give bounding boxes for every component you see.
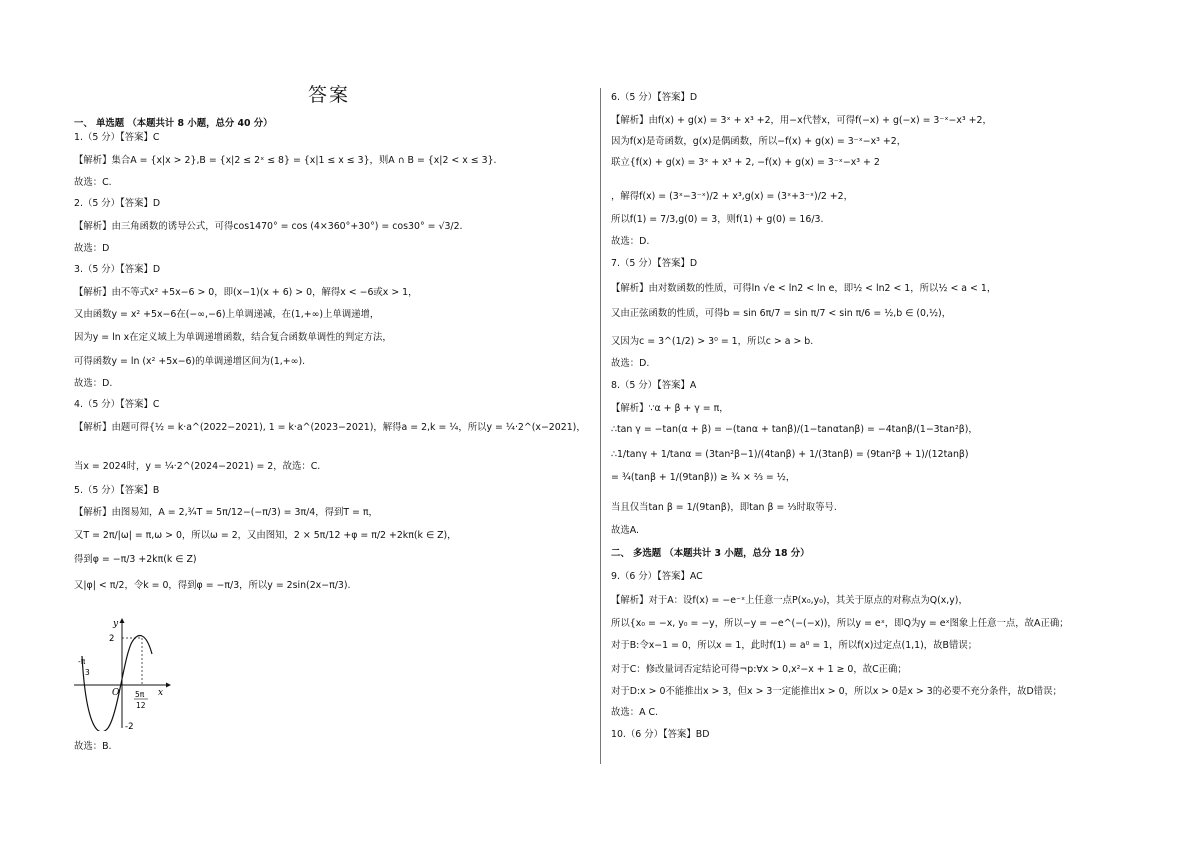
q3-explain-3: 因为y = ln x在定义域上为单调递增函数，结合复合函数单调性的判定方法， <box>74 332 392 343</box>
q8-explain-5: 当且仅当tan β = 1/(9tanβ)，即tan β = ⅓时取等号. <box>611 502 837 513</box>
q3-header: 3.（5 分）【答案】D <box>74 264 161 275</box>
neg-tick-denominator: 3 <box>85 668 90 677</box>
q3-explain-4: 可得函数y = ln (x² +5x−6)的单调递增区间为(1,+∞). <box>74 356 306 367</box>
q9-explain-2: 所以{x₀ = −x, y₀ = −y，所以−y = −e^(−(−x))，所以y = eˣ，即Q为y = eˣ图象上任意一点，故A正确； <box>611 618 1069 629</box>
q5-explain-4: 又|φ| < π/2，令k = 0，得到φ = −π/3，所以y = 2sin(2x−π/3). <box>74 580 351 591</box>
section-2-heading: 二、 多选题 （本题共计 3 小题，总分 18 分） <box>611 548 810 559</box>
origin-label: O <box>112 688 120 698</box>
q2-choice: 故选：D <box>74 243 110 254</box>
q6-explain-2: 因为f(x)是奇函数，g(x)是偶函数，所以−f(x) + g(x) = 3⁻ˣ−x³ +2， <box>611 136 907 147</box>
q5-choice: 故选：B. <box>74 741 112 752</box>
q8-explain-2: ∴tan γ = −tan(α + β) = −(tanα + tanβ)/(1−tanαtanβ) = −4tanβ/(1−3tan²β)， <box>611 424 978 435</box>
pos-tick-denominator: 12 <box>136 701 146 710</box>
q10-header: 10.（6 分）【答案】BD <box>611 729 710 740</box>
q7-explain-1: 【解析】由对数函数的性质，可得ln √e < ln2 < ln e，即½ < ln2 < 1，所以½ < a < 1， <box>611 283 997 294</box>
q5-explain-2: 又T = 2π/|ω| = π,ω > 0，所以ω = 2，又由图知，2 × 5π/12 +φ = π/2 +2kπ(k ∈ Z)， <box>74 530 457 541</box>
q9-header: 9.（6 分）【答案】AC <box>611 571 703 582</box>
sine-curve <box>82 636 152 731</box>
q9-explain-3: 对于B:令x−1 = 0，所以x = 1，此时f(1) = a⁰ = 1，所以f(x)过定点(1,1)，故B错误； <box>611 640 978 651</box>
q8-explain-1: 【解析】∵α + β + γ = π， <box>611 403 729 414</box>
q3-choice: 故选：D. <box>74 378 113 389</box>
q5-explain-3: 得到φ = −π/3 +2kπ(k ∈ Z) <box>74 554 197 565</box>
q1-header: 1.（5 分）【答案】C <box>74 132 160 143</box>
page-title: 答案 <box>307 84 350 106</box>
q1-choice: 故选：C. <box>74 177 112 188</box>
q8-choice: 故选A. <box>611 525 639 536</box>
q4-explain-2: 当x = 2024时，y = ¼·2^(2024−2021) = 2，故选：C. <box>74 461 321 472</box>
q2-explain: 【解析】由三角函数的诱导公式，可得cos1470° = cos (4×360°+30°) = cos30° = √3/2. <box>74 221 463 232</box>
q8-explain-4: = ¾(tanβ + 1/(9tanβ)) ≥ ¾ × ⅔ = ½， <box>611 472 796 483</box>
q5-explain-1: 【解析】由图易知，A = 2,¾T = 5π/12−(−π/3) = 3π/4，得到T = π， <box>74 507 378 518</box>
x-axis-arrow <box>166 683 171 688</box>
q8-header: 8.（5 分）【答案】A <box>611 380 697 391</box>
q1-explain: 【解析】集合A = {x|x > 2},B = {x|2 ≤ 2ˣ ≤ 8} = {x|1 ≤ x ≤ 3}，则A ∩ B = {x|2 < x ≤ 3}. <box>74 155 497 166</box>
pos-tick-label: 5π <box>135 690 145 699</box>
y-max-label: 2 <box>109 634 115 644</box>
sine-graph <box>74 616 174 731</box>
q9-explain-1: 【解析】对于A：设f(x) = −e⁻ˣ上任意一点P(x₀,y₀)，其关于原点的对称点为Q(x,y)， <box>611 595 968 606</box>
q7-explain-3: 又因为c = 3^(1/2) > 3⁰ = 1，所以c > a > b. <box>611 336 814 347</box>
q3-explain-1: 【解析】由不等式x² +5x−6 > 0，即(x−1)(x + 6) > 0，解得x < −6或x > 1， <box>74 287 418 298</box>
q6-choice: 故选：D. <box>611 236 650 247</box>
q4-header: 4.（5 分）【答案】C <box>74 399 160 410</box>
q6-header: 6.（5 分）【答案】D <box>611 92 698 103</box>
q8-explain-3: ∴1/tanγ + 1/tanα = (3tan²β−1)/(4tanβ) + 1/(3tanβ) = (9tan²β + 1)/(12tanβ) <box>611 449 969 460</box>
q7-explain-2: 又由正弦函数的性质，可得b = sin 6π/7 = sin π/7 < sin π/6 = ½,b ∈ (0,½)， <box>611 308 952 319</box>
q9-explain-5: 对于D:x > 0不能推出x > 3，但x > 3一定能推出x > 0，所以x > 0是x > 3的必要不充分条件，故D错误； <box>611 686 1062 697</box>
q9-choice: 故选：A C. <box>611 707 659 718</box>
q6-explain-5: 所以f(1) = 7/3,g(0) = 3，则f(1) + g(0) = 16/3. <box>611 214 824 225</box>
q9-explain-4: 对于C：修改量词否定结论可得¬p:∀x > 0,x²−x + 1 ≥ 0，故C正确； <box>611 664 907 675</box>
y-min-label: -2 <box>125 722 134 731</box>
q6-explain-3: 联立{f(x) + g(x) = 3ˣ + x³ + 2, −f(x) + g(x) = 3⁻ˣ−x³ + 2 <box>611 157 880 168</box>
q4-explain-1: 【解析】由题可得{½ = k·a^(2022−2021), 1 = k·a^(2023−2021)，解得a = 2,k = ¼，所以y = ¼·2^(x−2021)， <box>74 422 586 433</box>
column-divider <box>600 88 601 764</box>
section-1-heading: 一、 单选题 （本题共计 8 小题，总分 40 分） <box>74 118 273 129</box>
x-axis-label: x <box>158 688 164 698</box>
neg-tick-label: -π <box>78 657 86 666</box>
y-axis-label: y <box>113 619 119 629</box>
q3-explain-2: 又由函数y = x² +5x−6在(−∞,−6)上单调递减，在(1,+∞)上单调递增， <box>74 309 380 320</box>
q6-explain-1: 【解析】由f(x) + g(x) = 3ˣ + x³ +2，用−x代替x，可得f(−x) + g(−x) = 3⁻ˣ−x³ +2， <box>611 115 992 126</box>
q7-header: 7.（5 分）【答案】D <box>611 258 698 269</box>
q5-header: 5.（5 分）【答案】B <box>74 485 160 496</box>
q7-choice: 故选：D. <box>611 358 650 369</box>
q6-explain-4: ，解得f(x) = (3ˣ−3⁻ˣ)/2 + x³,g(x) = (3ˣ+3⁻ˣ)/2 +2， <box>611 191 853 202</box>
q2-header: 2.（5 分）【答案】D <box>74 198 161 209</box>
y-axis-arrow <box>120 618 125 623</box>
